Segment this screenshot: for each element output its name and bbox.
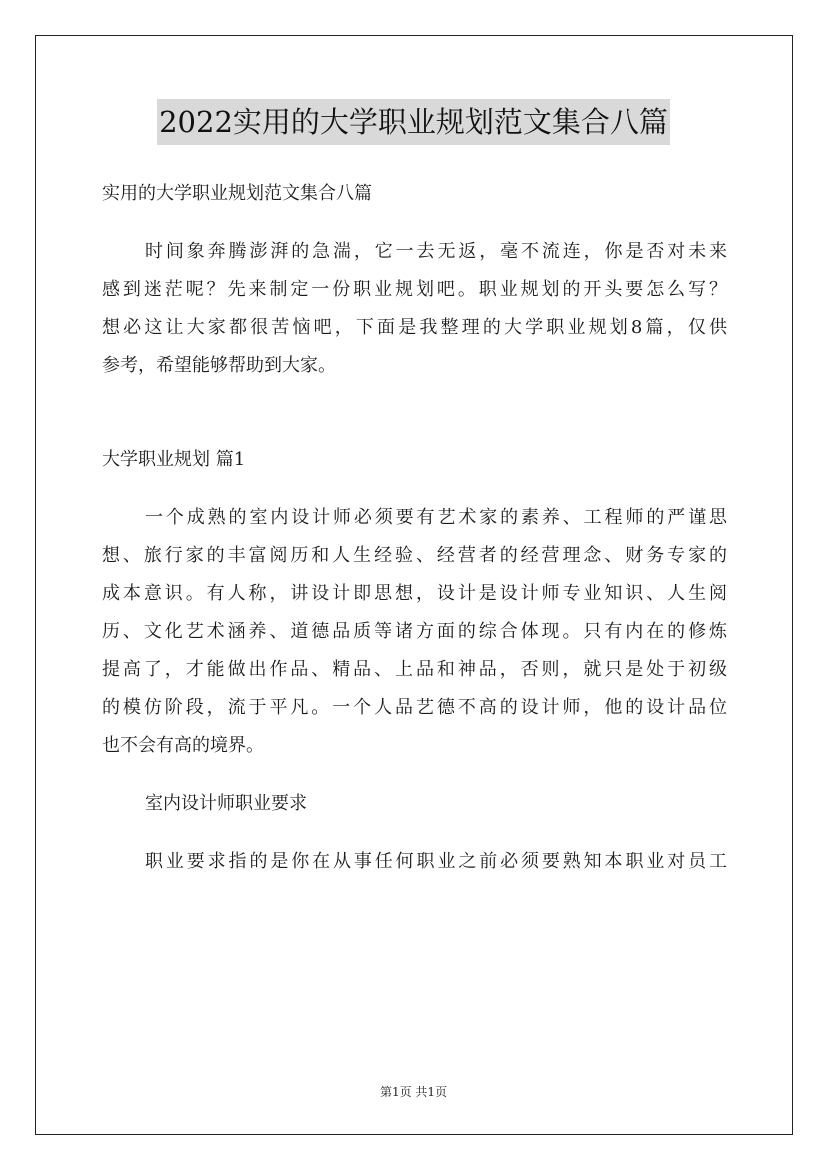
intro-line: 感到迷茫呢？先来制定一份职业规划吧。职业规划的开头要怎么写？ xyxy=(102,279,727,300)
section-line: 也不会有高的境界。 xyxy=(102,735,264,756)
title-area xyxy=(0,99,827,145)
section-paragraph xyxy=(102,499,727,765)
section-line: 想、旅行家的丰富阅历和人生经验、经营者的经营理念、财务专家的 xyxy=(102,545,727,566)
section-heading: 大学职业规划 篇1 xyxy=(102,449,246,470)
page-footer: 第1页 共1页 xyxy=(379,1085,448,1099)
section-line: 提高了，才能做出作品、精品、上品和神品，否则，就只是处于初级 xyxy=(102,659,727,680)
section-line: 成本意识。有人称，讲设计即思想，设计是设计师专业知识、人生阅 xyxy=(102,583,727,604)
section-line: 的模仿阶段，流于平凡。一个人品艺德不高的设计师，他的设计品位 xyxy=(102,697,727,718)
document-subtitle: 实用的大学职业规划范文集合八篇 xyxy=(102,183,372,204)
section-line: 一个成熟的室内设计师必须要有艺术家的素养、工程师的严谨思 xyxy=(145,507,727,528)
intro-paragraph xyxy=(102,233,727,385)
section-line: 历、文化艺术涵养、道德品质等诸方面的综合体现。只有内在的修炼 xyxy=(102,621,727,642)
sub-heading: 室内设计师职业要求 xyxy=(145,793,307,814)
document-title: 2022实用的大学职业规划范文集合八篇 xyxy=(157,99,670,145)
final-line: 职业要求指的是你在从事任何职业之前必须要熟知本职业对员工 xyxy=(145,851,727,872)
document-body xyxy=(102,175,727,881)
intro-line: 想必这让大家都很苦恼吧，下面是我整理的大学职业规划8篇，仅供 xyxy=(102,317,727,338)
intro-line: 参考，希望能够帮助到大家。 xyxy=(102,355,336,376)
intro-line: 时间象奔腾澎湃的急湍，它一去无返，毫不流连，你是否对未来 xyxy=(145,241,727,262)
